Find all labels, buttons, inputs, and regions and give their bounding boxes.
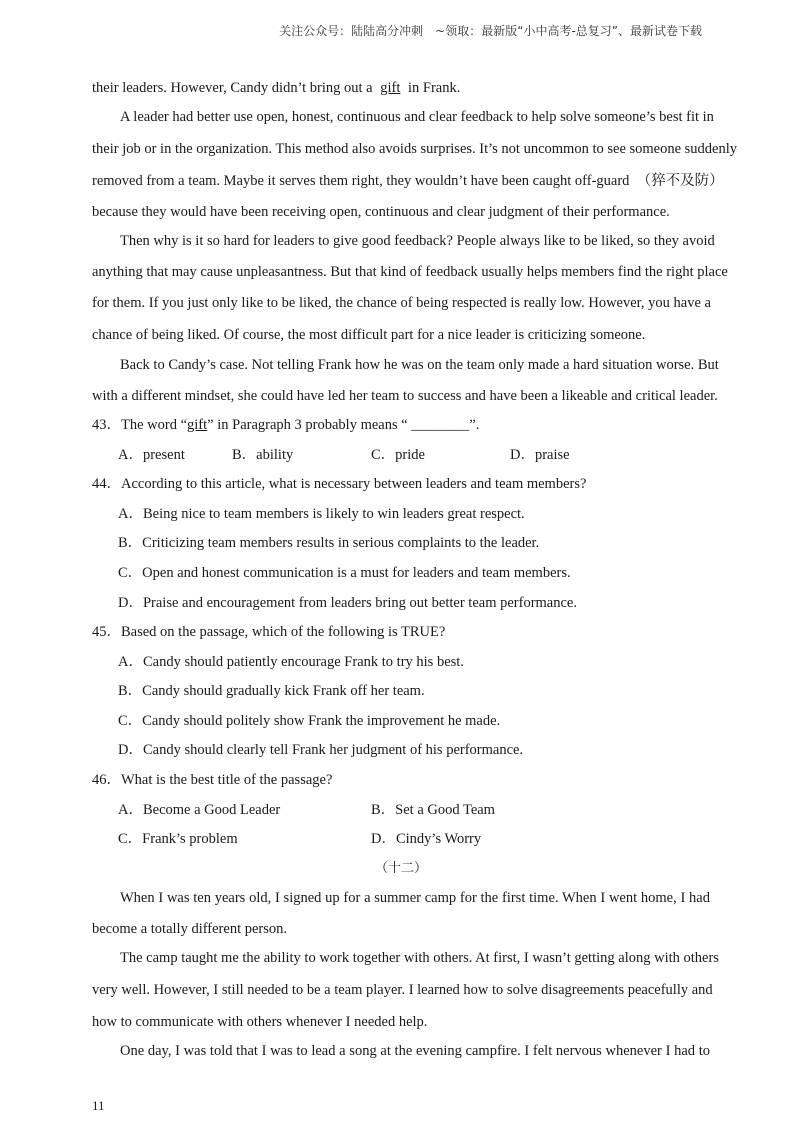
page-header-banner: 关注公众号：陆陆高分冲刺 ~领取：最新版“小中高考-总复习”、最新试卷下载 — [279, 24, 702, 38]
q43-option-a: A．present — [118, 447, 185, 463]
q45-option-c: C．Candy should politely show Frank the improvement he made. — [118, 713, 501, 729]
q43-option-b: B．ability — [232, 447, 294, 463]
q46-option-c: C．Frank’s problem — [118, 831, 238, 847]
passage-line: how to communicate with others whenever I needed help. — [92, 1014, 428, 1030]
passage-line: their job or in the organization. This method also avoids surprises. It’s not uncommon to see someone suddenly — [92, 141, 738, 157]
q44-option-a: A．Being nice to team members is likely to win leaders great respect. — [118, 506, 525, 522]
passage-line: with a different mindset, she could have led her team to success and have been a likeable and critical leader. — [92, 388, 718, 404]
q44-option-c: C．Open and honest communication is a must for leaders and team members. — [118, 565, 571, 581]
question-43-stem: 43．The word “gift” in Paragraph 3 probably means “ ________”. — [92, 417, 480, 433]
q43-option-c: C．pride — [371, 447, 425, 463]
q46-option-d: D．Cindy’s Worry — [371, 831, 482, 847]
passage-line: removed from a team. Maybe it serves them right, they wouldn’t have been caught off-guard （猝不及防） — [92, 173, 724, 189]
passage-line: anything that may cause unpleasantness. But that kind of feedback usually helps members find the right place — [92, 264, 728, 280]
section-heading: （十二） — [374, 861, 427, 876]
passage-line: because they would have been receiving open, continuous and clear judgment of their performance. — [92, 204, 670, 220]
q44-option-d: D．Praise and encouragement from leaders bring out better team performance. — [118, 595, 577, 611]
question-44-stem: 44．According to this article, what is necessary between leaders and team members? — [92, 476, 587, 492]
passage-line: become a totally different person. — [92, 921, 288, 937]
passage-line: very well. However, I still needed to be a team player. I learned how to solve disagreements peacefully and — [92, 982, 713, 998]
q45-option-d: D．Candy should clearly tell Frank her judgment of his performance. — [118, 742, 524, 758]
page-number: 11 — [92, 1098, 105, 1113]
passage-line: Then why is it so hard for leaders to give good feedback? People always like to be liked, so they avoid — [120, 233, 715, 249]
q46-option-b: B．Set a Good Team — [371, 802, 495, 818]
passage-line: The camp taught me the ability to work together with others. At first, I wasn’t getting along with others — [120, 950, 719, 966]
q44-option-b: B．Criticizing team members results in serious complaints to the leader. — [118, 535, 540, 551]
q45-option-b: B．Candy should gradually kick Frank off her team. — [118, 683, 425, 699]
question-45-stem: 45．Based on the passage, which of the following is TRUE? — [92, 624, 446, 640]
passage-line: When I was ten years old, I signed up for a summer camp for the first time. When I went home, I had — [120, 890, 710, 906]
underlined-word-gift: gift — [187, 417, 208, 433]
underlined-word-gift: gift — [380, 80, 401, 96]
q43-option-d: D．praise — [510, 447, 570, 463]
passage-line: for them. If you just only like to be liked, the chance of being respected is really low. However, you have a — [92, 295, 711, 311]
q46-option-a: A．Become a Good Leader — [118, 802, 281, 818]
passage-line: Back to Candy’s case. Not telling Frank how he was on the team only made a hard situation worse. But — [120, 357, 719, 373]
passage-line: A leader had better use open, honest, continuous and clear feedback to help solve someone’s best fit in — [120, 109, 714, 125]
passage-line: chance of being liked. Of course, the most difficult part for a nice leader is criticizing someone. — [92, 327, 646, 343]
passage-line: One day, I was told that I was to lead a song at the evening campfire. I felt nervous whenever I had to — [120, 1043, 710, 1059]
q45-option-a: A．Candy should patiently encourage Frank to try his best. — [118, 654, 464, 670]
question-46-stem: 46．What is the best title of the passage? — [92, 772, 333, 788]
passage-line: their leaders. However, Candy didn’t bring out a gift in Frank. — [92, 80, 461, 96]
